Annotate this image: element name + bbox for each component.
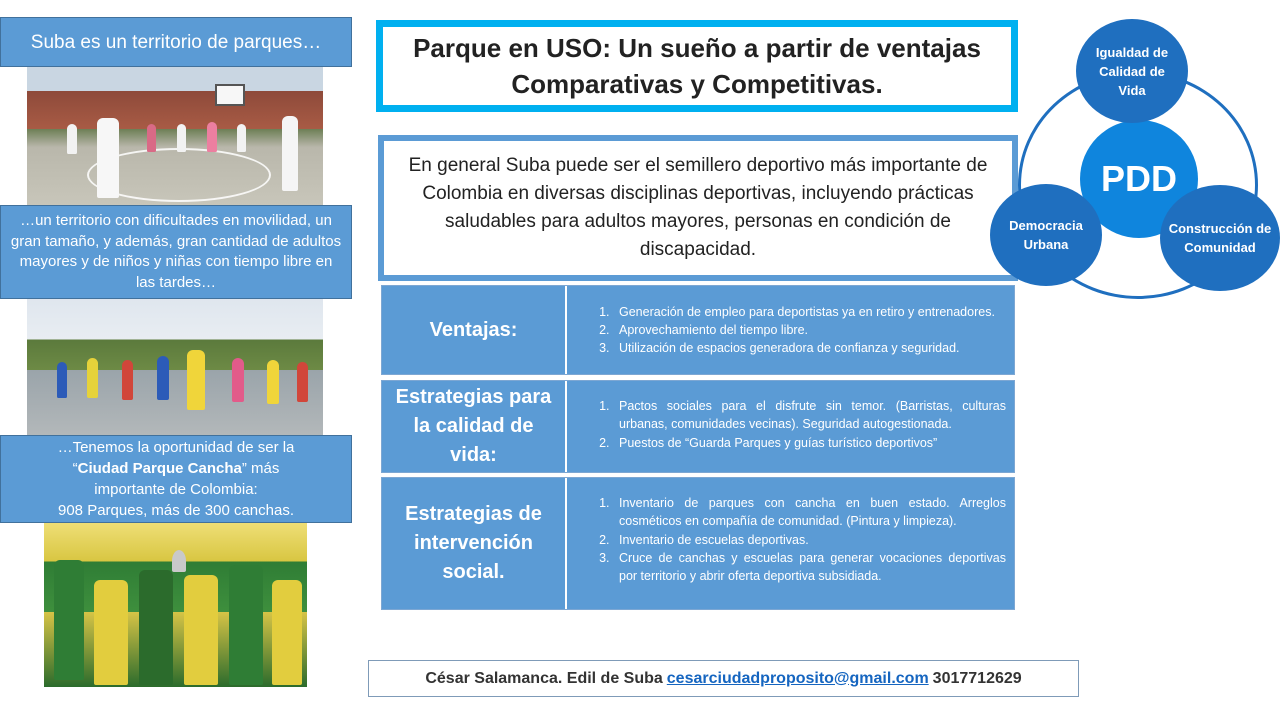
photo-skating-children <box>27 298 323 436</box>
caption-dificultades-text: …un territorio con dificultades en movilidad, un gran tamaño, y además, gran cantidad de adultos mayores y de niños y niñas con tiempo libre en las tardes… <box>10 212 342 291</box>
list-item: 1. Generación de empleo para deportistas ya en retiro y entrenadores. <box>613 303 995 321</box>
row-calidad-vida-body <box>565 381 1014 472</box>
list-item: 2. Aprovechamiento del tiempo libre. <box>613 321 995 339</box>
ventajas-list <box>577 303 995 358</box>
row-calidad-vida-head: Estrategias para la calidad de vida: <box>382 381 565 472</box>
intervencion-social-list <box>577 494 1006 585</box>
footer-name: César Salamanca. Edil de Suba <box>425 669 663 687</box>
email-link[interactable]: cesarciudadproposito@gmail.com <box>666 669 929 687</box>
caption3-line3: importante de Colombia: <box>94 481 258 498</box>
intro-box <box>378 135 1018 281</box>
title-box <box>376 20 1018 112</box>
calidad-vida-list <box>577 397 1006 452</box>
pdd-node-construccion-label: Construcción de Comunidad <box>1168 221 1272 255</box>
row-calidad-vida <box>381 380 1015 473</box>
row-ventajas-body <box>565 286 1014 374</box>
row-ventajas-head: Ventajas: <box>382 286 565 374</box>
row-intervencion-social-head: Estrategias de intervención social. <box>382 478 565 609</box>
row-intervencion-social <box>381 477 1015 610</box>
caption-territorio-parques: Suba es un territorio de parques… <box>0 17 352 67</box>
row-intervencion-social-body <box>565 478 1014 609</box>
caption-dificultades <box>0 205 352 299</box>
page-title: Parque en USO: Un sueño a partir de ventajas Comparativas y Competitivas. <box>413 33 981 99</box>
photo-park-exercise <box>27 66 323 206</box>
caption3-open-quote: “ <box>72 460 78 477</box>
pdd-node-construccion <box>1160 185 1280 291</box>
footer-contact <box>368 660 1079 697</box>
footer-phone: 3017712629 <box>932 669 1022 687</box>
pdd-center-circle: PDD <box>1080 120 1198 238</box>
list-item: 2. Puestos de “Guarda Parques y guías turístico deportivos” <box>613 434 1006 452</box>
caption3-bold: Ciudad Parque Cancha <box>77 460 242 477</box>
photo-football-team <box>44 520 307 687</box>
row-ventajas <box>381 285 1015 375</box>
caption-ciudad-parque-cancha <box>0 435 352 523</box>
list-item: 3. Cruce de canchas y escuelas para generar vocaciones deportivas por territorio y abrir oferta deportiva subsidiada. <box>613 549 1006 586</box>
pdd-node-igualdad <box>1076 19 1188 123</box>
pdd-node-democracia-label: Democracia Urbana <box>1009 218 1083 252</box>
caption3-line4: 908 Parques, más de 300 canchas. <box>58 502 294 519</box>
caption3-line1: …Tenemos la oportunidad de ser la <box>57 439 295 456</box>
intro-text: En general Suba puede ser el semillero deportivo más importante de Colombia en diversas disciplinas deportivas, incluyendo prácticas saludables para adultos mayores, personas en condición de discapacidad. <box>408 155 988 260</box>
list-item: 1. Inventario de parques con cancha en buen estado. Arreglos cosméticos en compañía de comunidad. (Pintura y limpieza). <box>613 494 1006 531</box>
caption3-close-quote: ” más <box>241 460 280 477</box>
list-item: 1. Pactos sociales para el disfrute sin temor. (Barristas, culturas urbanas, comunidades vecinas). Seguridad autogestionada. <box>613 397 1006 434</box>
pdd-node-democracia <box>990 184 1102 286</box>
pdd-node-igualdad-label: Igualdad de Calidad de Vida <box>1095 44 1169 98</box>
caption3-line2 <box>9 458 343 479</box>
list-item: 2. Inventario de escuelas deportivas. <box>613 531 1006 549</box>
list-item: 3. Utilización de espacios generadora de confianza y seguridad. <box>613 339 995 357</box>
